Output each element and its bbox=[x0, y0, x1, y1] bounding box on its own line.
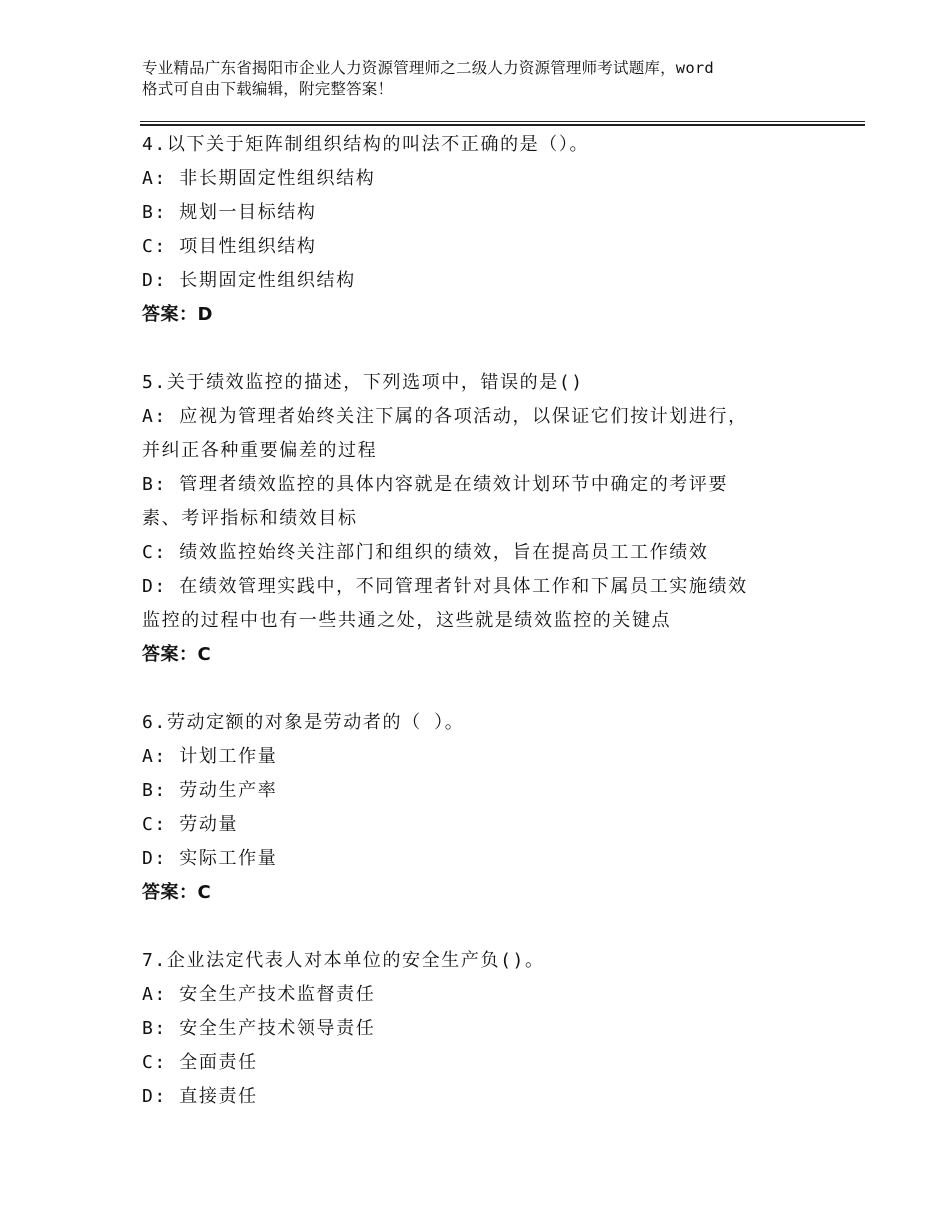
answer-option: B: 管理者绩效监控的具体内容就是在绩效计划环节中确定的考评要 bbox=[142, 474, 729, 495]
answer-option: B: 劳动生产率 bbox=[142, 780, 278, 801]
answer-key: 答案：C bbox=[142, 882, 212, 903]
question-stem: 6.劳动定额的对象是劳动者的（ ）。 bbox=[142, 712, 465, 733]
answer-option: C: 绩效监控始终关注部门和组织的绩效，旨在提高员工工作绩效 bbox=[142, 542, 709, 563]
question-spacer bbox=[142, 332, 842, 366]
answer-option: D: 实际工作量 bbox=[142, 848, 278, 869]
answer-option: D: 在绩效管理实践中，不同管理者针对具体工作和下属员工实施绩效 bbox=[142, 576, 748, 597]
answer-option: D: 直接责任 bbox=[142, 1086, 258, 1107]
answer-option: C: 劳动量 bbox=[142, 814, 239, 835]
question-block bbox=[142, 944, 842, 1114]
answer-option: D: 长期固定性组织结构 bbox=[142, 270, 356, 291]
question-list bbox=[142, 128, 842, 1114]
question-block bbox=[142, 706, 842, 910]
header-divider-thin bbox=[140, 121, 865, 122]
answer-option: 素、考评指标和绩效目标 bbox=[142, 508, 358, 529]
header-line-1: 专业精品广东省揭阳市企业人力资源管理师之二级人力资源管理师考试题库，word bbox=[142, 59, 714, 77]
question-spacer bbox=[142, 910, 842, 944]
answer-option: A: 应视为管理者始终关注下属的各项活动，以保证它们按计划进行， bbox=[142, 406, 748, 427]
header-line-2: 格式可自由下载编辑，附完整答案！ bbox=[142, 80, 394, 98]
answer-option: C: 项目性组织结构 bbox=[142, 236, 317, 257]
answer-option: A: 非长期固定性组织结构 bbox=[142, 168, 376, 189]
question-stem: 7.企业法定代表人对本单位的安全生产负()。 bbox=[142, 950, 545, 971]
question-block bbox=[142, 128, 842, 332]
answer-option: B: 规划一目标结构 bbox=[142, 202, 317, 223]
answer-option: 并纠正各种重要偏差的过程 bbox=[142, 440, 378, 461]
question-stem: 4.以下关于矩阵制组织结构的叫法不正确的是（）。 bbox=[142, 134, 590, 155]
answer-option: A: 计划工作量 bbox=[142, 746, 278, 767]
question-block bbox=[142, 366, 842, 672]
question-stem: 5.关于绩效监控的描述，下列选项中，错误的是() bbox=[142, 372, 584, 393]
answer-option: C: 全面责任 bbox=[142, 1052, 258, 1073]
document-header bbox=[142, 58, 842, 100]
header-divider-thick bbox=[140, 124, 865, 126]
answer-key: 答案：C bbox=[142, 644, 212, 665]
answer-key: 答案：D bbox=[142, 304, 213, 325]
answer-option: 监控的过程中也有一些共通之处，这些就是绩效监控的关键点 bbox=[142, 610, 672, 631]
question-spacer bbox=[142, 672, 842, 706]
answer-option: B: 安全生产技术领导责任 bbox=[142, 1018, 376, 1039]
answer-option: A: 安全生产技术监督责任 bbox=[142, 984, 376, 1005]
